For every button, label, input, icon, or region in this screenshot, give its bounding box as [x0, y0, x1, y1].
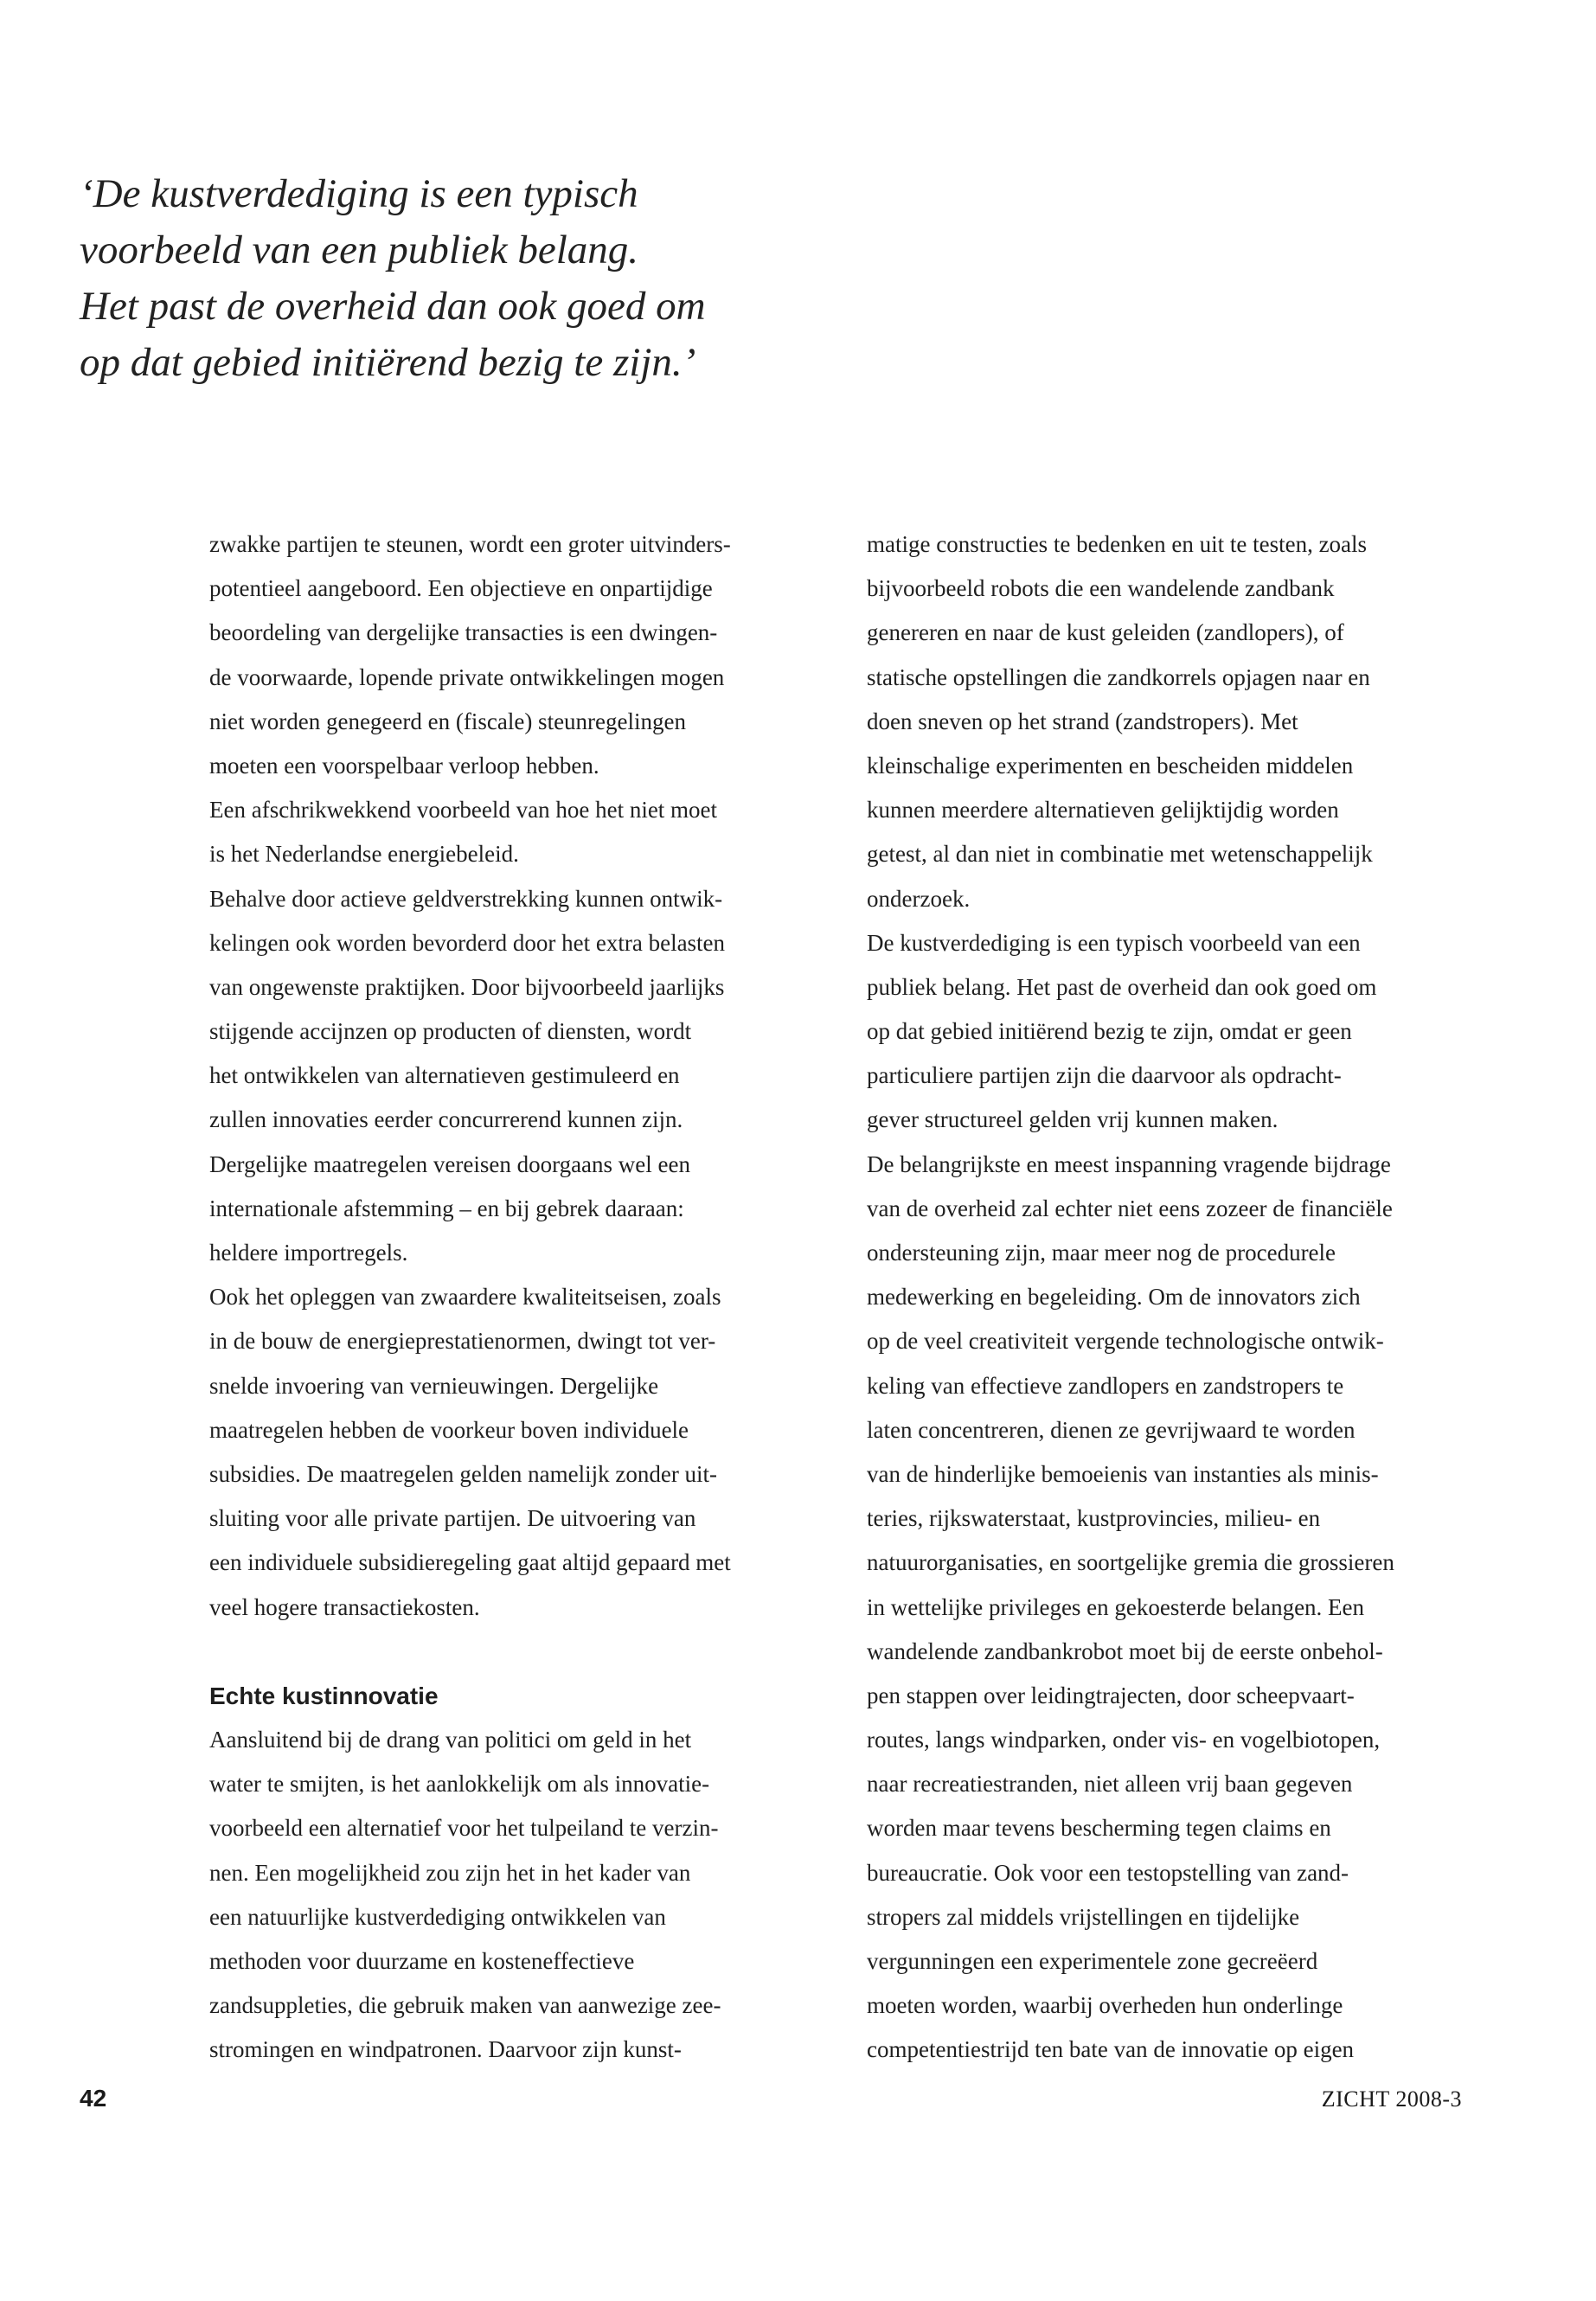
text-line: gever structureel gelden vrij kunnen maken. — [867, 1106, 1279, 1133]
paragraph-gap — [209, 1630, 815, 1674]
text-line: niet worden genegeerd en (fiscale) steunregelingen — [209, 708, 686, 734]
text-line: naar recreatiestranden, niet alleen vrij baan gegeven — [867, 1771, 1353, 1798]
text-line: genereren en naar de kust geleiden (zandlopers), of — [867, 619, 1344, 646]
pull-quote-line: op dat gebied initiërend bezig te zijn.’ — [80, 340, 696, 385]
text-line: zwakke partijen te steunen, wordt een groter uitvinders- — [209, 531, 731, 557]
pull-quote-line: voorbeeld van een publiek belang. — [80, 228, 639, 272]
text-line: methoden voor duurzame en kosteneffectieve — [209, 1948, 635, 1974]
text-line: zullen innovaties eerder concurrerend kunnen zijn. — [209, 1106, 683, 1133]
text-line: Behalve door actieve geldverstrekking kunnen ontwik- — [209, 885, 723, 912]
text-line: een individuele subsidieregeling gaat altijd gepaard met — [209, 1549, 731, 1576]
text-line: op de veel creativiteit vergende technologische ontwik- — [867, 1328, 1384, 1355]
text-line: natuurorganisaties, en soortgelijke gremia die grossieren — [867, 1549, 1394, 1576]
text-line: Ook het opleggen van zwaardere kwaliteitseisen, zoals — [209, 1284, 721, 1311]
text-line: bijvoorbeeld robots die een wandelende zandbank — [867, 575, 1335, 602]
text-line: een natuurlijke kustverdediging ontwikkelen van — [209, 1903, 666, 1930]
text-line: nen. Een mogelijkheid zou zijn het in het kader van — [209, 1859, 691, 1886]
text-line: op dat gebied initiërend bezig te zijn, omdat er geen — [867, 1018, 1352, 1045]
pull-quote-line: Het past de overheid dan ook goed om — [80, 284, 706, 329]
left-column-text-after-heading — [209, 1718, 815, 2073]
text-line: getest, al dan niet in combinatie met wetenschappelijk — [867, 841, 1373, 868]
text-line: zandsuppleties, die gebruik maken van aanwezige zee- — [209, 1992, 721, 2019]
pull-quote-line: ‘De kustverdediging is een typisch — [80, 171, 638, 216]
page-number: 42 — [80, 2085, 107, 2112]
text-line: subsidies. De maatregelen gelden namelijk zonder uit- — [209, 1460, 718, 1487]
text-line: Aansluitend bij de drang van politici om geld in het — [209, 1727, 692, 1753]
text-line: medewerking en begeleiding. Om de innovators zich — [867, 1284, 1361, 1311]
text-line: onderzoek. — [867, 885, 971, 912]
text-line: stijgende accijnzen op producten of diensten, wordt — [209, 1018, 692, 1045]
text-line: Dergelijke maatregelen vereisen doorgaans wel een — [209, 1150, 691, 1177]
text-line: bureaucratie. Ook voor een testopstelling van zand- — [867, 1859, 1349, 1886]
text-line: van ongewenste praktijken. Door bijvoorbeeld jaarlijks — [209, 973, 725, 1000]
text-line: voorbeeld een alternatief voor het tulpeiland te verzin- — [209, 1815, 719, 1842]
text-line: routes, langs windparken, onder vis- en vogelbiotopen, — [867, 1727, 1381, 1753]
text-line: in wettelijke privileges en gekoesterde belangen. Een — [867, 1593, 1365, 1620]
text-line: teries, rijkswaterstaat, kustprovincies, milieu- en — [867, 1505, 1321, 1532]
text-line: moeten een voorspelbaar verloop hebben. — [209, 752, 599, 779]
text-line: potentieel aangeboord. Een objectieve en onpartijdige — [209, 575, 713, 602]
text-line: van de hinderlijke bemoeienis van instanties als minis- — [867, 1460, 1379, 1487]
text-line: wandelende zandbankrobot moet bij de eerste onbehol- — [867, 1638, 1383, 1664]
text-line: Een afschrikwekkend voorbeeld van hoe het niet moet — [209, 797, 718, 824]
text-line: heldere importregels. — [209, 1240, 408, 1266]
text-line: internationale afstemming – en bij gebrek daaraan: — [209, 1195, 684, 1221]
left-column-text — [209, 522, 815, 1630]
text-line: veel hogere transactiekosten. — [209, 1593, 480, 1620]
text-line: ondersteuning zijn, maar meer nog de procedurele — [867, 1240, 1336, 1266]
text-line: laten concentreren, dienen ze gevrijwaard te worden — [867, 1416, 1356, 1443]
text-line: de voorwaarde, lopende private ontwikkelingen mogen — [209, 663, 725, 690]
text-line: statische opstellingen die zandkorrels opjagen naar en — [867, 663, 1370, 690]
text-line: vergunningen een experimentele zone gecreëerd — [867, 1948, 1318, 1974]
text-line: is het Nederlandse energiebeleid. — [209, 841, 519, 868]
text-line: particuliere partijen zijn die daarvoor als opdracht- — [867, 1062, 1342, 1089]
text-line: matige constructies te bedenken en uit te testen, zoals — [867, 531, 1368, 557]
text-line: worden maar tevens bescherming tegen claims en — [867, 1815, 1331, 1842]
text-line: doen sneven op het strand (zandstropers). Met — [867, 708, 1298, 734]
text-line: De belangrijkste en meest inspanning vragende bijdrage — [867, 1150, 1391, 1177]
text-line: water te smijten, is het aanlokkelijk om als innovatie- — [209, 1771, 710, 1798]
publication-footer: ZICHT 2008-3 — [1321, 2086, 1462, 2112]
text-line: kelingen ook worden bevorderd door het extra belasten — [209, 929, 726, 956]
right-column-text — [867, 522, 1490, 2073]
text-line: stromingen en windpatronen. Daarvoor zijn kunst- — [209, 2036, 682, 2063]
text-line: kunnen meerdere alternatieven gelijktijdig worden — [867, 797, 1339, 824]
text-line: maatregelen hebben de voorkeur boven individuele — [209, 1416, 689, 1443]
text-line: publiek belang. Het past de overheid dan ook goed om — [867, 973, 1377, 1000]
pull-quote — [80, 166, 858, 391]
text-line: kleinschalige experimenten en bescheiden middelen — [867, 752, 1354, 779]
text-line: keling van effectieve zandlopers en zandstropers te — [867, 1372, 1344, 1399]
text-line: het ontwikkelen van alternatieven gestimuleerd en — [209, 1062, 680, 1089]
text-line: snelde invoering van vernieuwingen. Dergelijke — [209, 1372, 659, 1399]
section-heading: Echte kustinnovatie — [209, 1682, 439, 1709]
text-line: beoordeling van dergelijke transacties is een dwingen- — [209, 619, 718, 646]
text-line: sluiting voor alle private partijen. De uitvoering van — [209, 1505, 696, 1532]
text-line: competentiestrijd ten bate van de innovatie op eigen — [867, 2036, 1355, 2063]
right-column — [867, 522, 1490, 2073]
text-line: moeten worden, waarbij overheden hun onderlinge — [867, 1992, 1343, 2019]
text-line: in de bouw de energieprestatienormen, dwingt tot ver- — [209, 1328, 716, 1355]
text-line: De kustverdediging is een typisch voorbeeld van een — [867, 929, 1361, 956]
text-line: stropers zal middels vrijstellingen en tijdelijke — [867, 1903, 1300, 1930]
left-column — [209, 522, 815, 2073]
text-line: pen stappen over leidingtrajecten, door scheepvaart- — [867, 1682, 1355, 1708]
text-line: van de overheid zal echter niet eens zozeer de financiële — [867, 1195, 1393, 1221]
